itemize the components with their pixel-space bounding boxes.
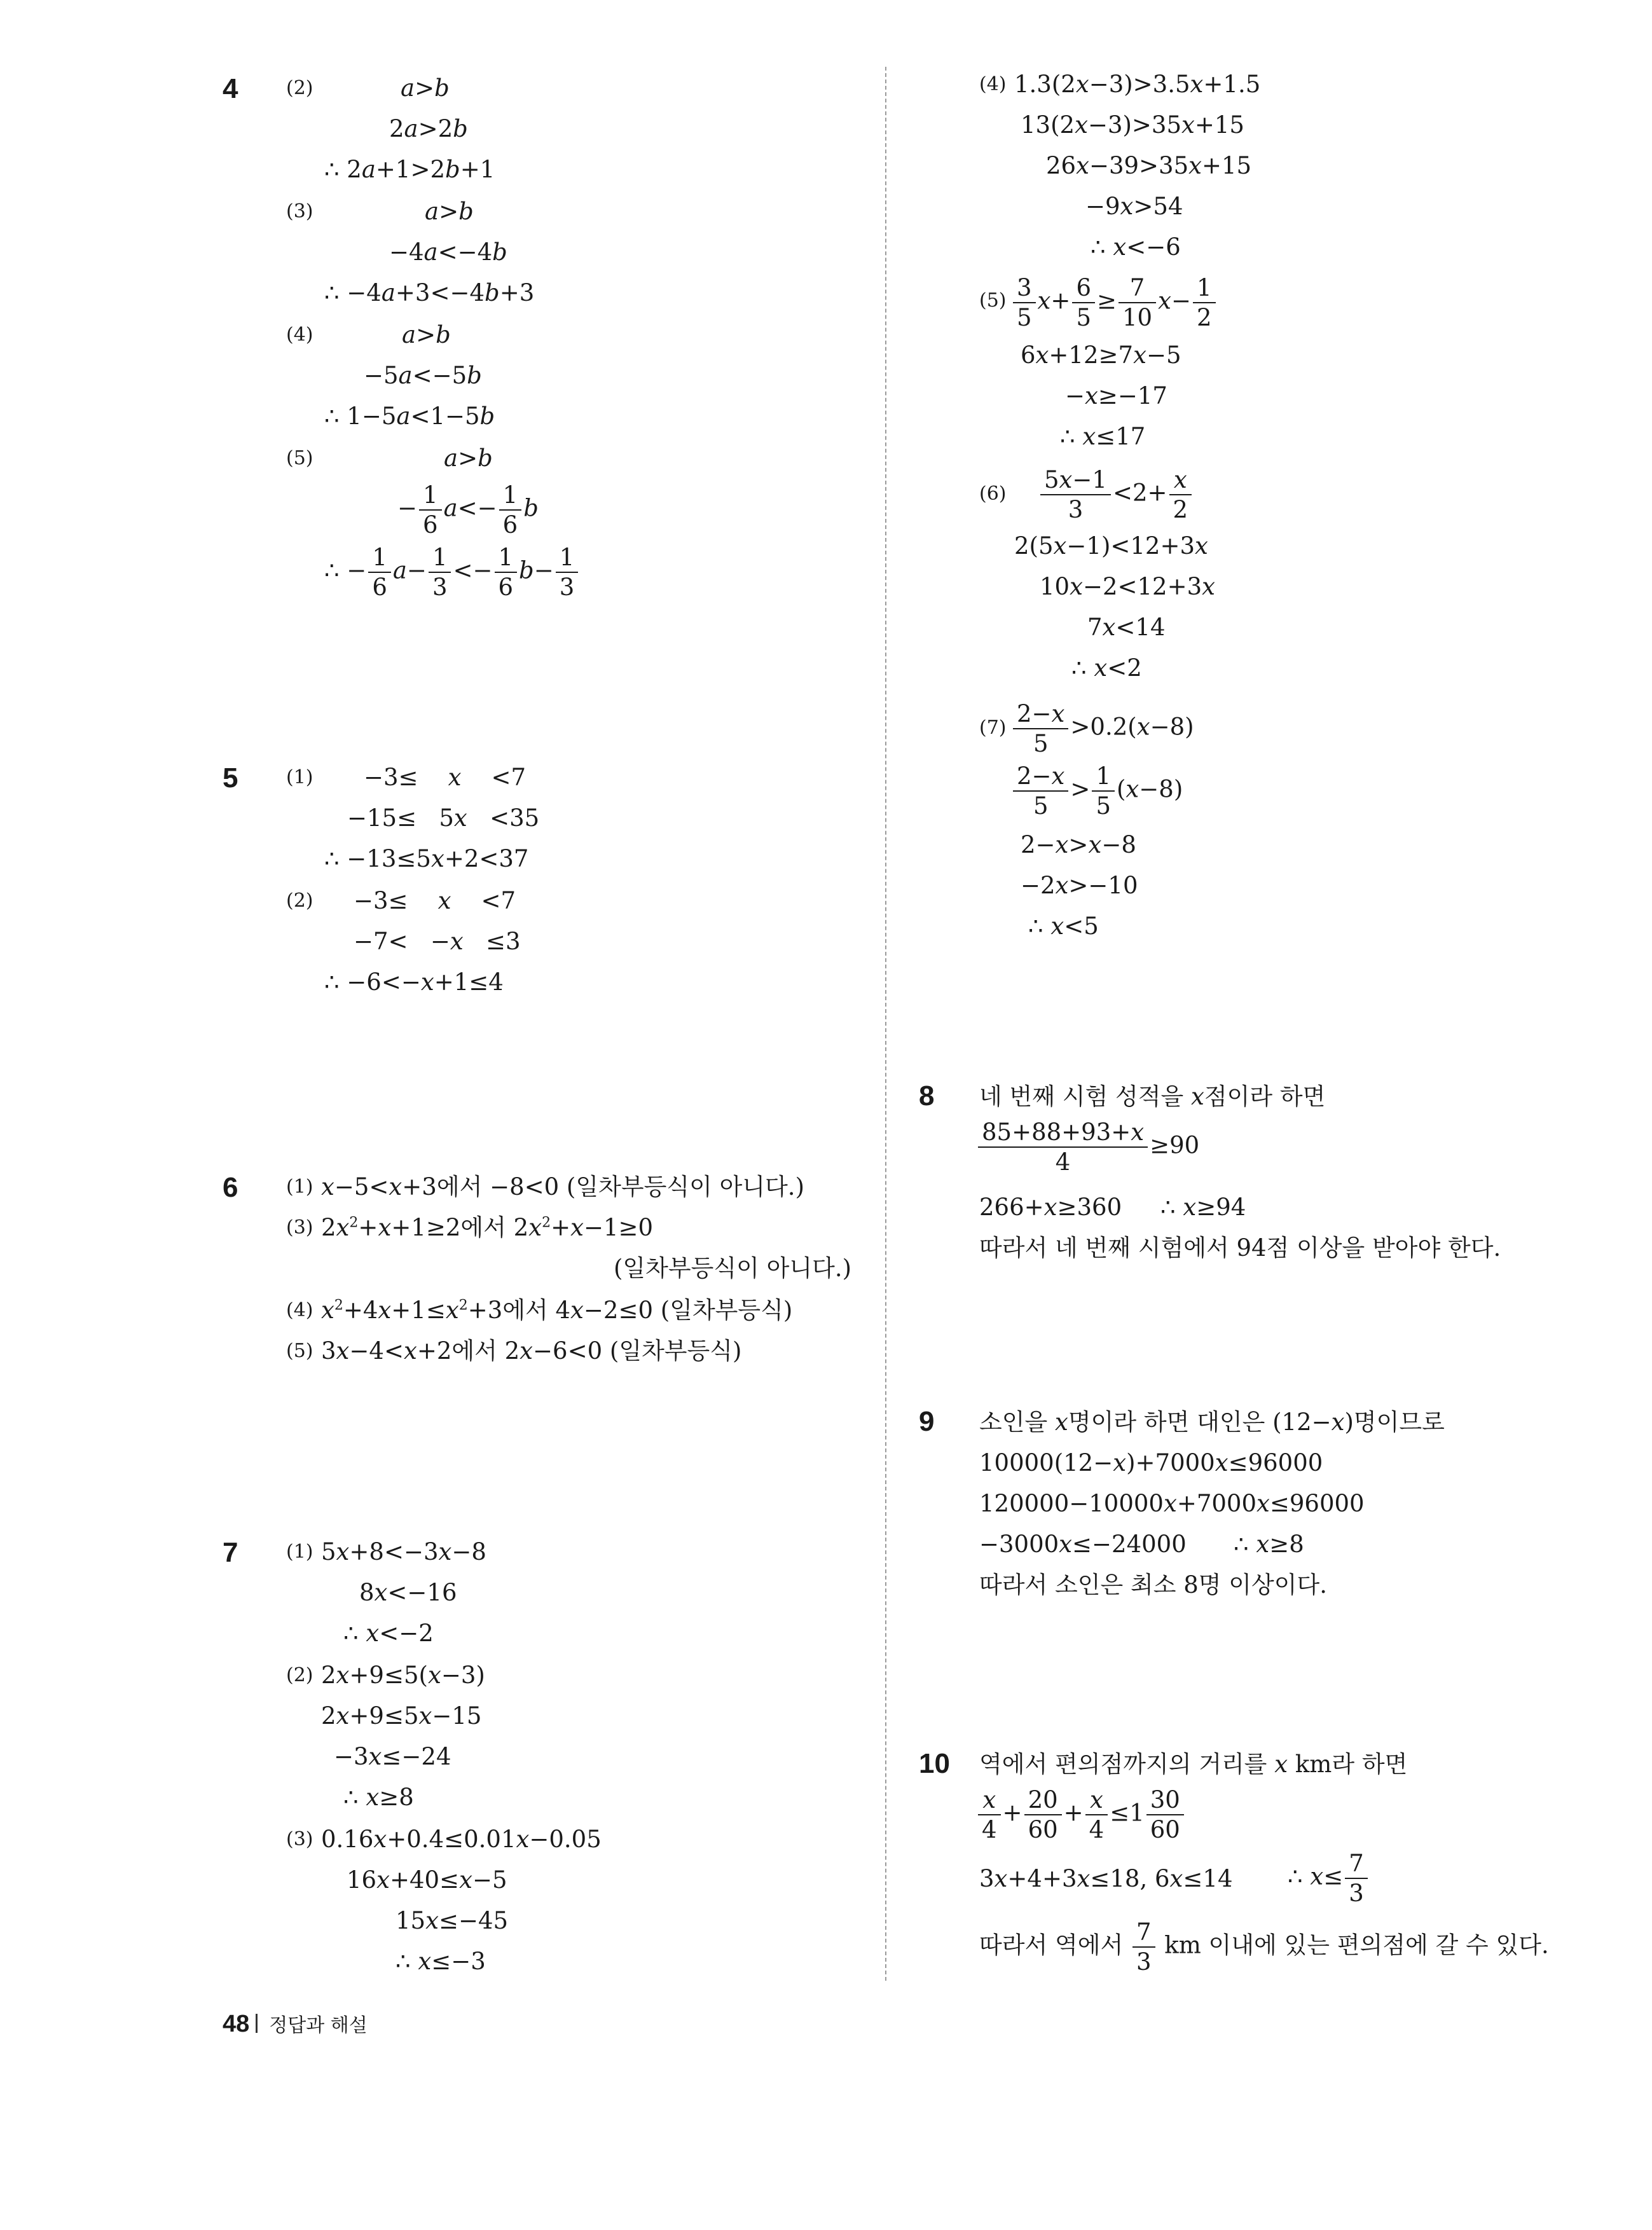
- problem-number: 8: [919, 1080, 935, 1112]
- part-label: (4): [286, 324, 313, 346]
- solution-line: 120000−10000x+7000x≤96000: [979, 1490, 1365, 1517]
- solution-line: 5x+8<−3x−8: [321, 1538, 486, 1566]
- solution-line: a>b: [402, 321, 451, 348]
- solution-line: 3x−4<x+2에서 2x−6<0 (일차부등식): [321, 1337, 742, 1365]
- solution-line: $\frac{2-x}{5}$ > $\frac{1}{5}$ (x−8): [1011, 764, 1183, 818]
- footer-separator: [256, 2014, 258, 2033]
- solution-line: ∴ x<5: [1028, 912, 1099, 940]
- solution-line: 소인을 x명이라 하면 대인은 (12−x)명이므로: [979, 1408, 1445, 1436]
- solution-line: 13(2x−3)>35x+15: [1021, 111, 1244, 139]
- part-label: (3): [286, 1216, 313, 1239]
- page-footer: [223, 2009, 368, 2038]
- part-label: (3): [286, 1828, 313, 1850]
- solution-line: $x^2+4x+1\le x^2+3$에서 4x−2≤0 (일차부등식): [321, 1297, 793, 1324]
- solution-line: 2(5x−1)<12+3x: [1014, 532, 1208, 560]
- solution-line: 3x+4+3x≤18, 6x≤14: [979, 1865, 1233, 1892]
- problem-number: 5: [223, 762, 238, 794]
- solution-line: −3x≤−24: [334, 1743, 451, 1770]
- solution-line: −7< −x ≤3: [354, 928, 521, 955]
- section-title: 정답과 해설: [269, 2014, 368, 2037]
- solution-line: − $\frac{1}{6}$ a<− $\frac{1}{6}$ b: [397, 481, 539, 539]
- part-label: (5): [286, 1340, 313, 1362]
- solution-line: 8x<−16: [359, 1579, 457, 1606]
- solution-line: 10000(12−x)+7000x≤96000: [979, 1449, 1323, 1476]
- solution-line: $\frac{5x-1}{3}$ <2+ $\frac{x}{2}$: [1038, 468, 1194, 521]
- solution-line: ∴ x≥8: [343, 1784, 414, 1811]
- solution-line: ∴ 2a+1>2b+1: [324, 156, 495, 183]
- solution-line: −15≤ 5x <35: [347, 804, 540, 832]
- problem-number: 6: [223, 1172, 238, 1203]
- problem-number: 9: [919, 1406, 935, 1437]
- solution-line: $\frac{x}{4}$ + $\frac{20}{60}$ + $\frac{x}{4}$ ≤1 $\frac{30}{60}$: [976, 1788, 1186, 1841]
- solution-line: −3000x≤−24000: [979, 1531, 1187, 1558]
- part-label: (1): [286, 1541, 313, 1563]
- solution-line: ∴ x<−2: [343, 1620, 434, 1647]
- solution-line: ∴ x≤17: [1060, 423, 1146, 450]
- solution-line: 16x+40≤x−5: [347, 1866, 507, 1894]
- solution-line: 역에서 편의점까지의 거리를 x km라 하면: [979, 1751, 1408, 1778]
- solution-line: ∴ x≤−3: [396, 1948, 486, 1975]
- part-label: (2): [286, 1664, 313, 1686]
- solution-line: 따라서 역에서 $\frac{7}{3}$ km 이내에 있는 편의점에 갈 수 있다.: [979, 1918, 1549, 1976]
- solution-line: 2x+9≤5x−15: [321, 1702, 482, 1730]
- solution-line: ∴ −6<−x+1≤4: [324, 968, 504, 996]
- solution-line: 0.16x+0.4≤0.01x−0.05: [321, 1826, 602, 1853]
- solution-line: −x≥−17: [1065, 382, 1167, 410]
- solution-line: $2x^2+x+1\ge 2$에서 $2x^2+x-1\ge 0$: [321, 1214, 654, 1241]
- solution-line: 따라서 네 번째 시험에서 94점 이상을 받아야 한다.: [979, 1234, 1501, 1262]
- solution-line: 15x≤−45: [396, 1907, 509, 1934]
- solution-line: −4a<−4b: [389, 238, 507, 266]
- solution-line: 26x−39>35x+15: [1046, 152, 1252, 179]
- part-label: (2): [286, 890, 313, 912]
- solution-line: 2−x>x−8: [1021, 831, 1136, 858]
- solution-line: ∴ x<2: [1071, 654, 1142, 682]
- solution-line: ∴ −13≤5x+2<37: [324, 845, 529, 872]
- solution-line: a>b: [401, 74, 450, 102]
- solution-line: ∴ −4a+3<−4b+3: [324, 279, 535, 306]
- page-number: 48: [223, 2011, 250, 2037]
- solution-line: $\frac{2-x}{5}$ >0.2(x−8): [1011, 702, 1194, 755]
- solution-line: ∴ x≥94: [1160, 1194, 1246, 1221]
- solution-line: 6x+12≥7x−5: [1021, 341, 1181, 369]
- solution-line: a>b: [425, 198, 474, 225]
- part-label: (6): [979, 483, 1007, 505]
- solution-line: 2x+9≤5(x−3): [321, 1662, 485, 1689]
- solution-line: −3≤ x <7: [354, 887, 516, 914]
- solution-line: 7x<14: [1087, 614, 1166, 641]
- part-label: (5): [979, 289, 1007, 312]
- solution-line: −2x>−10: [1021, 872, 1138, 899]
- part-label: (1): [286, 766, 313, 788]
- solution-line: 2a>2b: [389, 115, 468, 142]
- solution-line: 네 번째 시험 성적을 x점이라 하면: [979, 1083, 1326, 1110]
- solution-line: ∴ x≥8: [1234, 1531, 1304, 1558]
- part-label: (1): [286, 1176, 313, 1198]
- solution-line: 10x−2<12+3x: [1040, 573, 1216, 600]
- solution-line: (일차부등식이 아니다.): [614, 1255, 852, 1282]
- column-divider: [885, 67, 886, 1981]
- solution-line: $\frac{3}{5}$ x+ $\frac{6}{5}$ ≥ $\frac{7}{10}$ x− $\frac{1}{2}$: [1011, 276, 1218, 329]
- part-label: (3): [286, 200, 313, 223]
- part-label: (4): [979, 73, 1007, 95]
- solution-line: x−5<x+3에서 −8<0 (일차부등식이 아니다.): [321, 1173, 805, 1201]
- part-label: (4): [286, 1299, 313, 1321]
- solution-line: a>b: [444, 444, 493, 472]
- problem-number: 7: [223, 1537, 238, 1568]
- part-label: (5): [286, 447, 313, 469]
- solution-line: 1.3(2x−3)>3.5x+1.5: [1014, 71, 1261, 98]
- part-label: (2): [286, 77, 313, 99]
- solution-line: −5a<−5b: [364, 362, 482, 389]
- problem-number: 10: [919, 1748, 950, 1779]
- solution-line: 따라서 소인은 최소 8명 이상이다.: [979, 1571, 1327, 1599]
- solution-line: ∴ x<−6: [1091, 233, 1181, 261]
- problem-number: 4: [223, 73, 238, 104]
- solution-line: $\frac{85+88+93+x}{4}$ ≥90: [976, 1120, 1199, 1174]
- solution-line: −9x>54: [1085, 193, 1183, 220]
- solution-line: 266+x≥360: [979, 1194, 1122, 1221]
- solution-line: ∴ − $\frac{1}{6}$ a− $\frac{1}{3}$ <− $\frac{1}{6}$ b− $\frac{1}{3}$: [324, 546, 580, 599]
- solution-line: ∴ 1−5a<1−5b: [324, 403, 495, 430]
- solution-line: −3≤ x <7: [364, 764, 527, 791]
- part-label: (7): [979, 717, 1007, 739]
- solution-line: ∴ x≤ $\frac{7}{3}$: [1288, 1852, 1370, 1905]
